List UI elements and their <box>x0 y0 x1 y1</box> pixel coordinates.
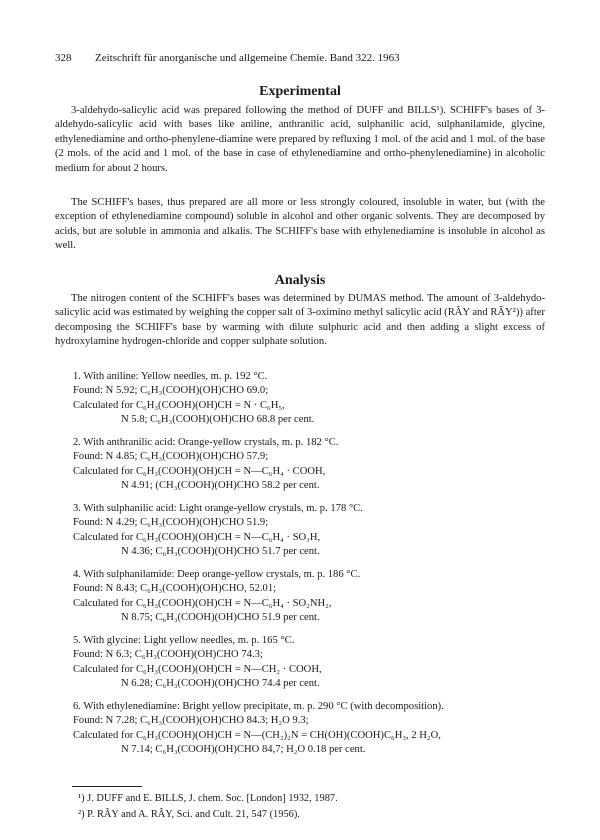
result-item-4 <box>73 568 553 626</box>
result-calculated-values: N 8.75; C₆H₃(COOH)(OH)CHO 51.9 per cent. <box>121 612 320 624</box>
result-item-5 <box>73 634 553 692</box>
result-calculated-values: N 4.36; C₆H₃(COOH)(OH)CHO 51.7 per cent. <box>121 546 320 558</box>
experimental-paragraph-1: 3-aldehydo-salicylic acid was prepared following the method of DUFF and BILLS¹). SCHIFF's bases of 3-aldehydo-salicylic acid with bases like aniline, anthranilic acid, sulphanilic acid, sulphanilamide, glycine, ethylenediamine and ortho-phenylene-diamine were prepared by refluxing 1 mol. of the acid and 1 mol. of the base (2 mols. of the acid and 1 mol. of the base in case of ethylenediamine and ortho-phenylenediamine) in alcoholic medium for about 2 hours. <box>55 105 545 174</box>
result-item-6 <box>73 700 553 758</box>
section-heading-analysis: Analysis <box>274 273 326 288</box>
result-title: 2. With anthranilic acid: Orange-yellow crystals, m. p. 182 °C. <box>73 437 339 448</box>
result-found: Found: N 6.3; C₆H₃(COOH)(OH)CHO 74.3; <box>73 649 263 661</box>
page-number: 328 <box>55 52 72 64</box>
result-item-3 <box>73 502 553 560</box>
result-found: Found: N 5.92; C₆H₃(COOH)(OH)CHO 69.0; <box>73 385 269 397</box>
result-calculated: Calculated for C₆H₃(COOH)(OH)CH = N—C₆H₄ · COOH, <box>73 465 326 477</box>
analysis-intro: The nitrogen content of the SCHIFF's bases was determined by DUMAS method. The amount of 3-aldehydo-salicylic acid was estimated by weighing the copper salt of 3-oximino methyl salicylic acid (RÂY and RÂY²)) after decomposing the SCHIFF's base by warming with dilute sulphuric acid and then adding a slight excess of hydroxylamine hydrogen-chloride and copper sulphate solution. <box>55 293 545 348</box>
result-title: 5. With glycine: Light yellow needles, m. p. 165 °C. <box>73 635 295 646</box>
footnote-1: ¹) J. DUFF and E. BILLS, J. chem. Soc. [London] 1932, 1987. <box>78 793 338 804</box>
footnote-2: ²) P. RÂY and A. RÂY, Sci. and Cult. 21, 547 (1956). <box>78 809 300 820</box>
result-title: 6. With ethylenediamine: Bright yellow precipitate, m. p. 290 °C (with decomposition). <box>73 701 444 712</box>
experimental-paragraph-2: The SCHIFF's bases, thus prepared are all more or less strongly coloured, insoluble in water, but (with the exception of ethylenediamine compound) soluble in alcohol and other organic solvents. They are decomposed by acids, but are soluble in ammonia and alkalis. The SCHIFF's base with ethylenediamine is insoluble in alcohol as well. <box>55 197 545 252</box>
result-item-2 <box>73 436 553 494</box>
result-found: Found: N 4.29; C₆H₃(COOH)(OH)CHO 51.9; <box>73 517 269 529</box>
result-title: 4. With sulphanilamide: Deep orange-yellow crystals, m. p. 186 °C. <box>73 569 361 580</box>
footnote-divider <box>72 786 142 787</box>
section-heading-experimental: Experimental <box>259 84 341 99</box>
result-item-1 <box>73 370 553 428</box>
result-calculated: Calculated for C₆H₃(COOH)(OH)CH = N—(CH₂)₂N = CH(OH)(COOH)C₆H₃, 2 H₂O, <box>73 729 441 741</box>
result-calculated-values: N 7.14; C₆H₃(COOH)(OH)CHO 84,7; H₂O 0.18 per cent. <box>121 744 366 756</box>
result-calculated: Calculated for C₆H₃(COOH)(OH)CH = N—CH₂ · COOH, <box>73 663 322 675</box>
result-found: Found: N 4.85; C₆H₃(COOH)(OH)CHO 57.9; <box>73 451 269 463</box>
result-title: 3. With sulphanilic acid: Light orange-yellow crystals, m. p. 178 °C. <box>73 503 363 514</box>
result-calculated: Calculated for C₆H₃(COOH)(OH)CH = N · C₆H₅, <box>73 399 285 411</box>
result-calculated-values: N 5.8; C₆H₃(COOH)(OH)CHO 68.8 per cent. <box>121 414 315 426</box>
result-calculated: Calculated for C₆H₃(COOH)(OH)CH = N—C₆H₄ · SO₃H, <box>73 531 321 543</box>
journal-title: Zeitschrift für anorganische und allgemeine Chemie. Band 322. 1963 <box>95 52 400 64</box>
result-calculated: Calculated for C₆H₃(COOH)(OH)CH = N—C₆H₄ · SO₂NH₂, <box>73 597 332 609</box>
result-calculated-values: N 4.91; (CH₃(COOH)(OH)CHO 58.2 per cent. <box>121 480 320 492</box>
result-calculated-values: N 6.28; C₆H₃(COOH)(OH)CHO 74.4 per cent. <box>121 678 320 690</box>
result-found: Found: N 7.28; C₆H₃(COOH)(OH)CHO 84.3; H₂O 9.3; <box>73 715 309 727</box>
result-title: 1. With aniline: Yellow needles, m. p. 192 °C. <box>73 371 268 382</box>
running-header <box>55 52 545 70</box>
result-found: Found: N 8.43; C₆H₃(COOH)(OH)CHO, 52.01; <box>73 583 277 595</box>
